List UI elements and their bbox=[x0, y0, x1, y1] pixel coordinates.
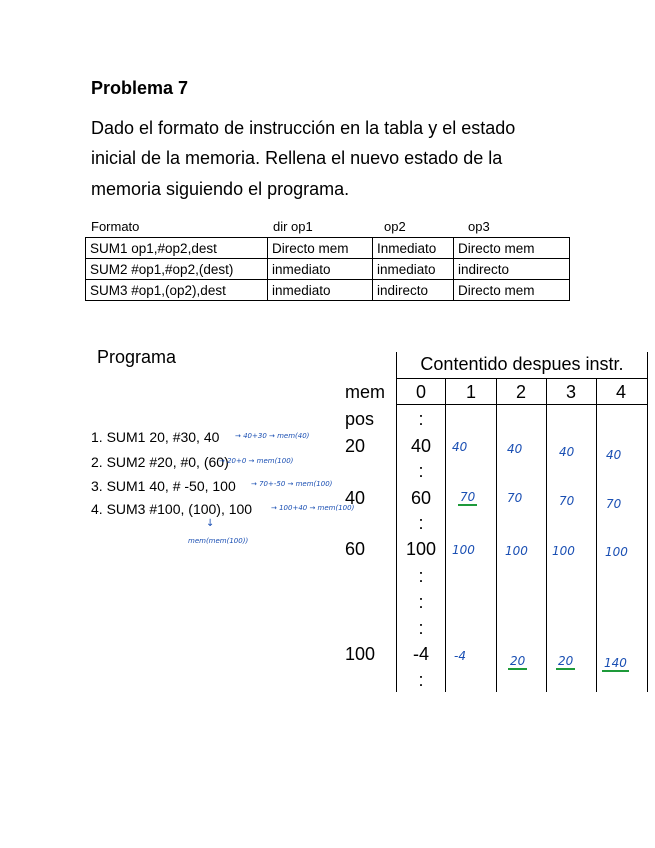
format-cell: SUM1 op1,#op2,dest bbox=[86, 238, 268, 259]
mem-cell: 100 bbox=[552, 544, 575, 558]
format-cell: inmediato bbox=[268, 280, 373, 301]
mem-label: mem bbox=[345, 382, 385, 402]
program-label: Programa bbox=[97, 347, 177, 367]
pos-100: 100 bbox=[345, 644, 376, 664]
pos-40: 40 bbox=[345, 488, 366, 508]
col-header-1: 1 bbox=[465, 382, 476, 402]
table-row bbox=[86, 280, 570, 301]
note-line-1: → 40+30 → mem(40) bbox=[235, 432, 310, 440]
program-line-3: 3. SUM1 40, # -50, 100 bbox=[91, 478, 236, 494]
mem-cell: 20 bbox=[510, 654, 526, 668]
mem-cell: 40 bbox=[559, 445, 575, 459]
mem-cell: 100 bbox=[505, 544, 528, 558]
intro-line-1: Dado el formato de instrucción en la tabla y el estado bbox=[91, 118, 516, 138]
mem-cell: -4 bbox=[412, 644, 429, 664]
note-line-4: → 100+40 → mem(100) bbox=[271, 504, 355, 512]
col-header-2: 2 bbox=[515, 382, 526, 402]
format-cell: SUM3 #op1,(op2),dest bbox=[86, 280, 268, 301]
col-header-0: 0 bbox=[415, 382, 426, 402]
pos-label: pos bbox=[345, 409, 375, 429]
mem-cell: 70 bbox=[460, 490, 476, 504]
note-line-2: → 20+0 → mem(100) bbox=[219, 457, 294, 465]
ellipsis: : bbox=[418, 670, 424, 690]
format-cell: indirecto bbox=[454, 259, 570, 280]
mem-cell: 100 bbox=[405, 539, 437, 559]
format-cell: Inmediato bbox=[373, 238, 454, 259]
sub-note: mem(mem(100)) bbox=[188, 537, 249, 545]
mem-cell: 100 bbox=[605, 545, 628, 559]
program-line-1: 1. SUM1 20, #30, 40 bbox=[91, 429, 220, 445]
mem-cell: 100 bbox=[452, 543, 475, 557]
table-row bbox=[86, 259, 570, 280]
mem-cell: 60 bbox=[410, 488, 432, 508]
format-header-op3: op3 bbox=[468, 219, 490, 234]
ellipsis: : bbox=[418, 461, 424, 481]
format-cell: SUM2 #op1,#op2,(dest) bbox=[86, 259, 268, 280]
mem-cell: 40 bbox=[507, 442, 523, 456]
program-line-4: 4. SUM3 #100, (100), 100 bbox=[91, 501, 253, 517]
mem-cell: 70 bbox=[606, 497, 622, 511]
format-header-op1: dir op1 bbox=[273, 219, 313, 234]
format-cell: inmediato bbox=[268, 259, 373, 280]
mem-cell: 40 bbox=[606, 448, 622, 462]
ellipsis: : bbox=[418, 618, 424, 638]
mem-cell: 70 bbox=[559, 494, 575, 508]
format-cell: Directo mem bbox=[454, 280, 570, 301]
mem-cell: 20 bbox=[558, 654, 574, 668]
format-cell: Directo mem bbox=[268, 238, 373, 259]
mem-cell: 40 bbox=[452, 440, 468, 454]
format-header-op2: op2 bbox=[384, 219, 406, 234]
format-table bbox=[85, 237, 570, 301]
format-cell: Directo mem bbox=[454, 238, 570, 259]
intro-line-3: memoria siguiendo el programa. bbox=[91, 179, 350, 199]
ellipsis: : bbox=[418, 409, 424, 429]
table-row bbox=[86, 238, 570, 259]
format-header-formato: Formato bbox=[91, 219, 140, 234]
memory-table-header: Contentido despues instr. bbox=[420, 354, 624, 374]
intro-line-2: inicial de la memoria. Rellena el nuevo estado de la bbox=[91, 148, 503, 168]
ellipsis: : bbox=[418, 592, 424, 612]
ellipsis: : bbox=[418, 513, 424, 533]
program-line-2: 2. SUM2 #20, #0, (60) bbox=[91, 454, 229, 470]
format-cell: inmediato bbox=[373, 259, 454, 280]
note-line-3: → 70+-50 → mem(100) bbox=[251, 480, 333, 488]
mem-cell: 40 bbox=[410, 436, 432, 456]
mem-cell: 140 bbox=[604, 656, 627, 670]
arrow-down-icon: ↓ bbox=[206, 518, 215, 529]
mem-cell: 70 bbox=[507, 491, 523, 505]
format-cell: indirecto bbox=[373, 280, 454, 301]
ellipsis: : bbox=[418, 566, 424, 586]
problem-title: Problema 7 bbox=[91, 78, 189, 98]
pos-60: 60 bbox=[345, 539, 366, 559]
mem-cell: -4 bbox=[454, 649, 466, 663]
col-header-4: 4 bbox=[615, 382, 626, 402]
col-header-3: 3 bbox=[565, 382, 576, 402]
pos-20: 20 bbox=[345, 436, 366, 456]
